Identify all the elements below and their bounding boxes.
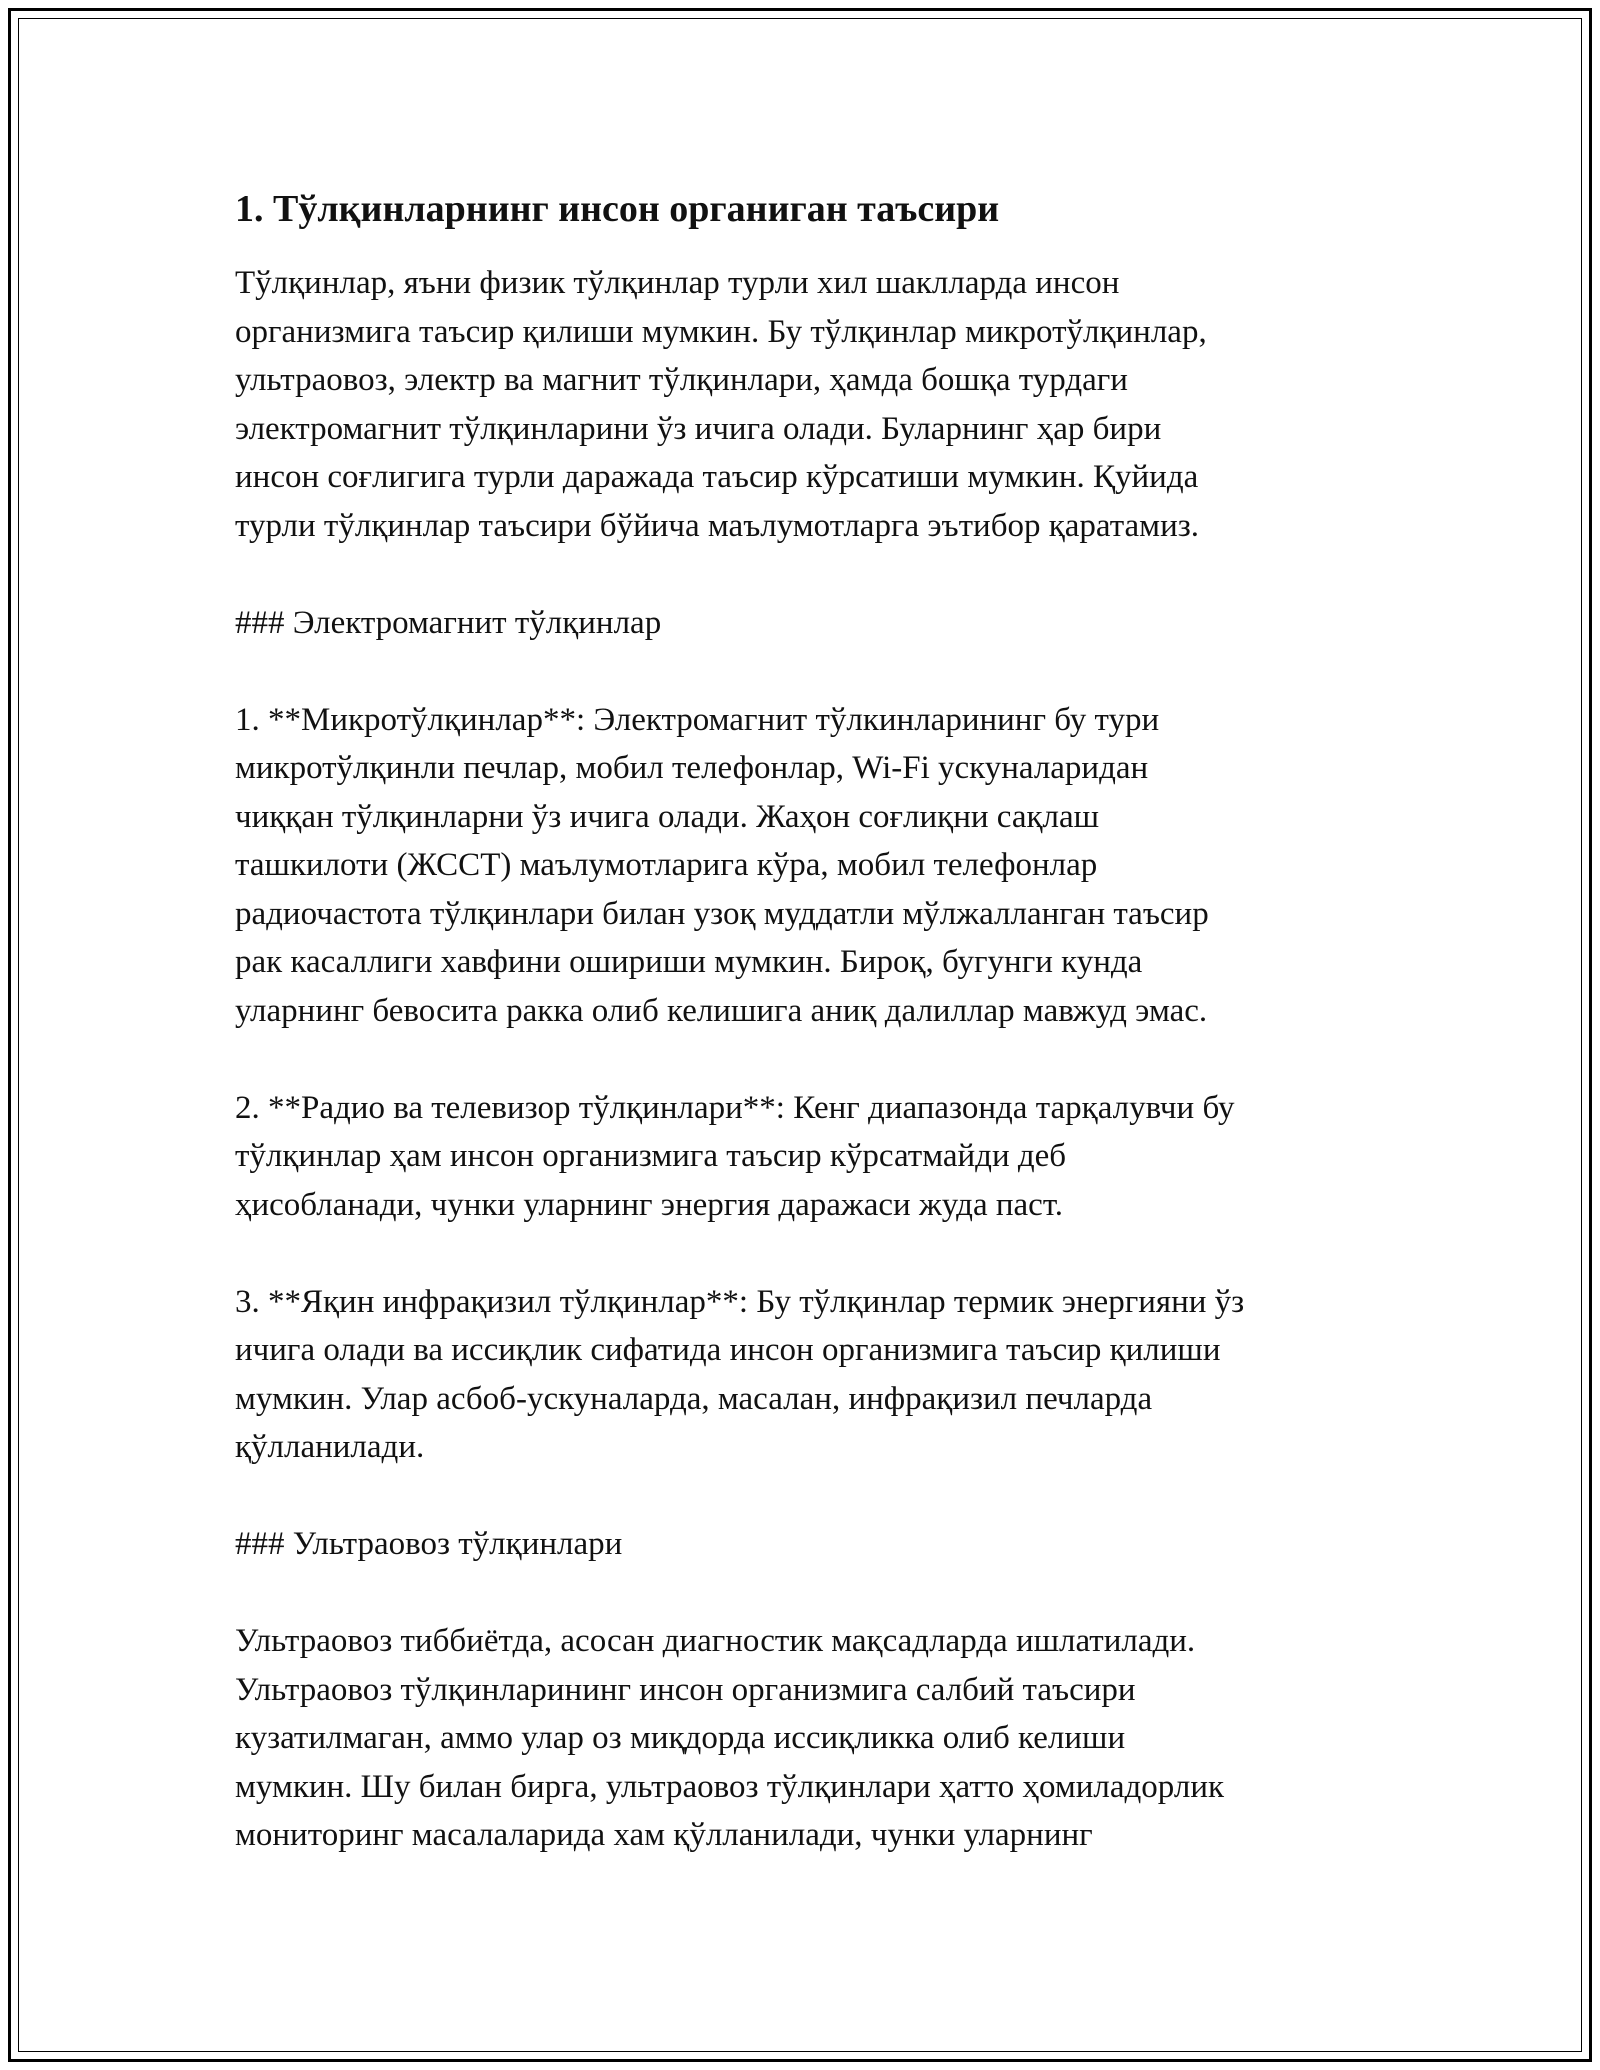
text-line: 2. **Радио ва телевизор тўлқинлари**: Кенг диапазонда тарқалувчи бу — [235, 1089, 1235, 1126]
text-line: кузатилмаган, аммо улар оз миқдорда иссиқликка олиб келиши — [235, 1720, 1126, 1756]
text-line: ташкилоти (ЖССТ) маълумотларига кўра, мобил телефонлар — [235, 847, 1098, 883]
text-line: Ультраовоз тўлқинларининг инсон организмига салбий таъсири — [235, 1671, 1136, 1708]
paragraph-intro — [235, 259, 1385, 550]
text-line: мониторинг масалаларида хам қўлланилади, чунки уларнинг — [235, 1817, 1093, 1853]
text-line: ичига олади ва иссиқлик сифатида инсон организмига таъсир қилиши — [235, 1332, 1221, 1368]
text-line: рак касаллиги хавфини ошириши мумкин. Бироқ, бугунги кунда — [235, 944, 1143, 980]
paragraph-ultrasound — [235, 1617, 1385, 1860]
text-line: ### Электромагнит тўлқинлар — [235, 604, 662, 641]
text-line: мумкин. Шу билан бирга, ультраовоз тўлқинлари ҳатто ҳомиладорлик — [235, 1768, 1225, 1805]
text-line: Тўлқинлар, яъни физик тўлқинлар турли хил шаклларда инсон — [235, 265, 1120, 301]
section-heading-electromagnetic — [235, 599, 1385, 648]
text-line: чиққан тўлқинларни ўз ичига олади. Жаҳон соғлиқни сақлаш — [235, 798, 1100, 835]
text-line: Ультраовоз тиббиётда, асосан диагностик мақсадларда ишлатилади. — [235, 1623, 1196, 1659]
text-line: инсон соғлигига турли даражада таъсир кўрсатиши мумкин. Қуйида — [235, 459, 1199, 495]
text-line: радиочастота тўлқинлари билан узоқ муддатли мўлжалланган таъсир — [235, 895, 1209, 932]
section-heading-ultrasound — [235, 1520, 1385, 1569]
text-line: 3. **Яқин инфрақизил тўлқинлар**: Бу тўлқинлар термик энергияни ўз — [235, 1283, 1245, 1320]
paragraph-microwaves — [235, 696, 1385, 1036]
text-line: мумкин. Улар асбоб-ускуналарда, масалан, инфрақизил печларда — [235, 1380, 1153, 1417]
document-title: 1. Тўлқинларнинг инсон органиган таъсири — [235, 188, 1000, 230]
text-line: электромагнит тўлқинларини ўз ичига олади. Буларнинг ҳар бири — [235, 410, 1162, 447]
text-line: ультраовоз, электр ва магнит тўлқинлари, ҳамда бошқа турдаги — [235, 362, 1128, 398]
paragraph-radio-tv — [235, 1084, 1385, 1230]
text-line: тўлқинлар ҳам инсон организмига таъсир кўрсатмайди деб — [235, 1138, 1067, 1174]
text-line: қўлланилади. — [235, 1429, 425, 1465]
text-line: турли тўлқинлар таъсири бўйича маълумотларга эътибор қаратамиз. — [235, 507, 1200, 544]
text-line: уларнинг бевосита ракка олиб келишига аниқ далиллар мавжуд эмас. — [235, 992, 1208, 1029]
text-line: ҳисобланади, чунки уларнинг энергия даражаси жуда паст. — [235, 1186, 1064, 1223]
text-line: организмига таъсир қилиши мумкин. Бу тўлқинлар микротўлқинлар, — [235, 313, 1207, 350]
document-body — [235, 185, 1385, 1908]
text-line: микротўлқинли печлар, мобил телефонлар, Wi-Fi ускуналаридан — [235, 750, 1149, 786]
text-line: ### Ультраовоз тўлқинлари — [235, 1526, 623, 1562]
paragraph-infrared — [235, 1278, 1385, 1472]
text-line: 1. **Микротўлқинлар**: Электромагнит тўлкинларининг бу тури — [235, 701, 1160, 738]
